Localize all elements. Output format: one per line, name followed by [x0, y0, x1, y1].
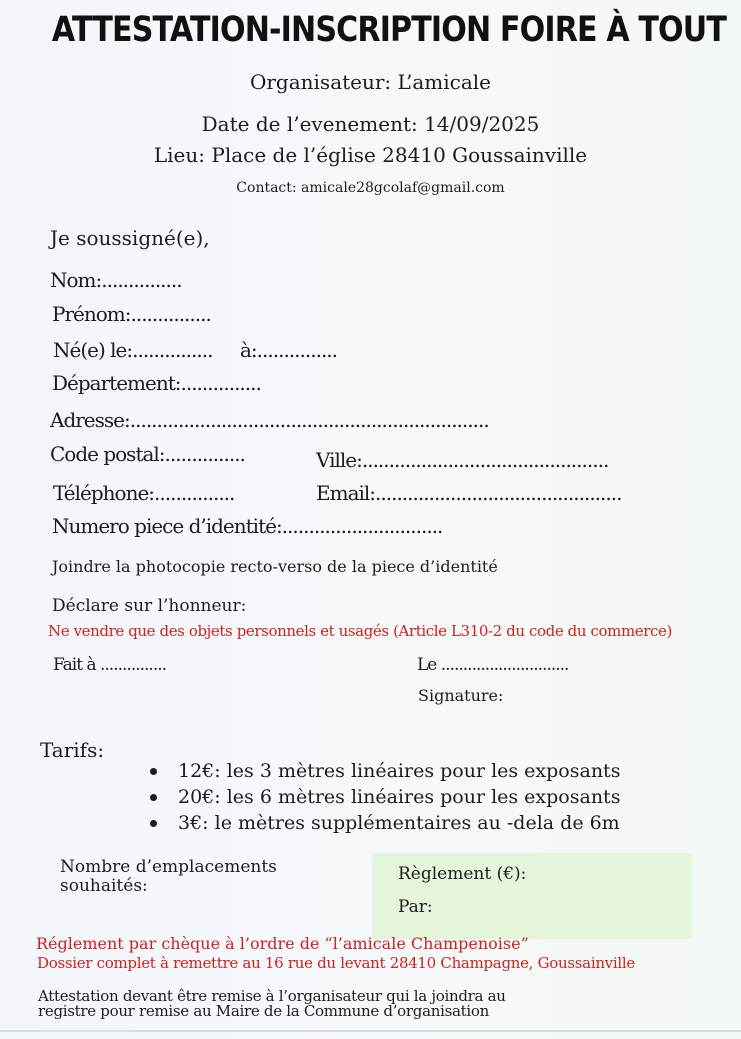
tarif-item: 3€: le mètres supplémentaires au -dela de 6m	[150, 810, 620, 836]
tarif-item: 12€: les 3 mètres linéaires pour les exposants	[150, 758, 620, 784]
intro-text: Je soussigné(e),	[50, 226, 210, 250]
email-field: Email:..............................................	[316, 481, 622, 505]
contact-text: Contact: amicale28gcolaf@gmail.com	[236, 180, 505, 196]
nombre-emplacements-label-2: souhaités:	[60, 876, 148, 896]
date-signature-field: Le .............................	[417, 655, 569, 675]
ville-field: Ville:..............................................	[316, 448, 609, 472]
nombre-emplacements-label: Nombre d’emplacements	[60, 857, 277, 877]
code-postal-field: Code postal:...............	[50, 442, 245, 466]
tarif-item: 20€: les 6 mètres linéaires pour les exposants	[150, 784, 620, 810]
fait-a-field: Fait à ...............	[53, 655, 167, 675]
bottom-divider	[0, 1030, 741, 1032]
organizer-text: Organisateur: L’amicale	[249, 70, 492, 94]
joindre-note: Joindre la photocopie recto-verso de la piece d’identité	[52, 557, 498, 576]
attestation-note-2: registre pour remise au Maire de la Commune d’organisation	[38, 1002, 489, 1020]
prenom-field: Prénom:...............	[52, 302, 211, 326]
tarifs-list	[150, 758, 620, 836]
birth-place-field: à:...............	[240, 338, 338, 362]
departement-field: Département:...............	[52, 371, 261, 395]
telephone-field: Téléphone:...............	[53, 481, 235, 505]
reglement-label: Règlement (€):	[398, 864, 527, 884]
par-label: Par:	[398, 897, 433, 917]
document-title: ATTESTATION-INSCRIPTION FOIRE À TOUT	[51, 10, 727, 50]
event-date-text: Date de l’evenement: 14/09/2025	[201, 112, 540, 136]
declaration-text: Ne vendre que des objets personnels et usagés (Article L310-2 du code du commerce)	[48, 622, 672, 640]
dossier-note: Dossier complet à remettre au 16 rue du levant 28410 Champagne, Goussainville	[37, 954, 635, 972]
attestation-note-1: Attestation devant être remise à l’organisateur qui la joindra au	[38, 987, 506, 1005]
signature-label: Signature:	[418, 686, 504, 705]
tarifs-label: Tarifs:	[40, 738, 105, 762]
declare-heading: Déclare sur l’honneur:	[52, 596, 247, 616]
birth-date-field: Né(e) le:...............	[53, 338, 213, 362]
adresse-field: Adresse:...................................................................	[50, 408, 489, 432]
piece-identite-field: Numero piece d’identité:..............................	[52, 514, 443, 538]
nom-field: Nom:...............	[50, 268, 182, 292]
event-place-text: Lieu: Place de l’église 28410 Goussainville	[153, 143, 588, 167]
cheque-note: Réglement par chèque à l’ordre de “l’amicale Champenoise”	[36, 934, 529, 953]
